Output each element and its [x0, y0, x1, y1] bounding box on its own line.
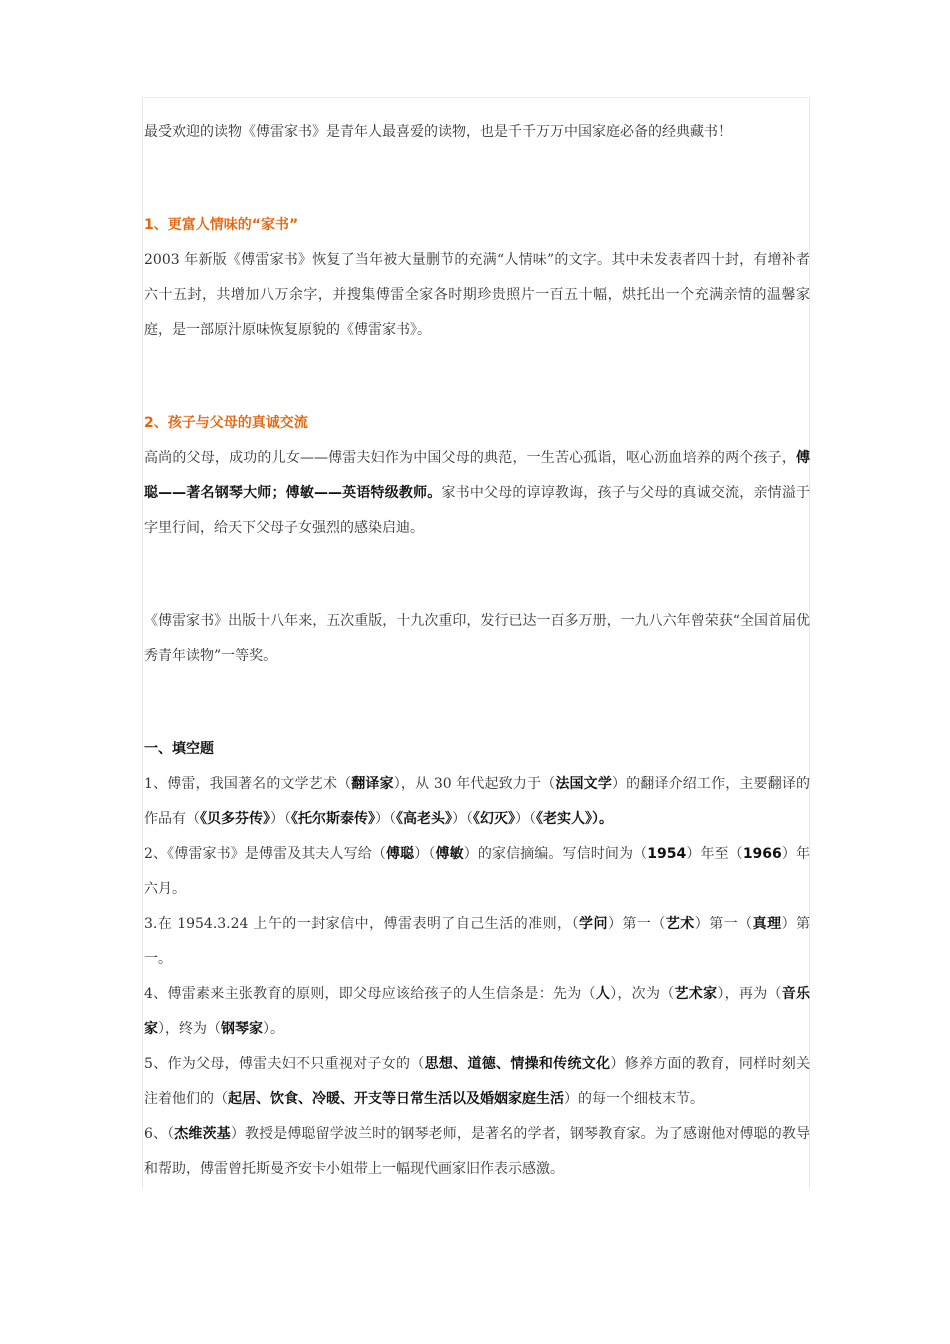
- q-text: ）。: [263, 1021, 284, 1037]
- q-answer: 傅聪: [386, 846, 415, 862]
- q-text: ），次为（: [610, 986, 675, 1002]
- q-answer: 傅敏: [435, 846, 464, 862]
- q-answer: 1966: [742, 846, 782, 862]
- section2-body: [144, 441, 810, 546]
- q-answer: 《贝多芬传》: [200, 811, 270, 827]
- q-text: 6、（: [144, 1126, 175, 1142]
- q-answer: 真理: [752, 916, 782, 932]
- quiz-question-2: [144, 837, 810, 907]
- document-body: [144, 115, 810, 1187]
- section1-body: 2003 年新版《傅雷家书》恢复了当年被大量删节的充满“人情味”的文字。其中未发表者四十封，有增补者六十五封，共增加八万余字，并搜集傅雷全家各时期珍贵照片一百五十幅，烘托出一个充满亲情的温馨家庭，是一部原汁原味恢复原貌的《傅雷家书》。: [144, 252, 810, 338]
- q-text: ）的每一个细枝末节。: [564, 1091, 704, 1107]
- q-text: ）（: [515, 811, 536, 827]
- section2-body-text: 高尚的父母，成功的儿女——傅雷夫妇作为中国父母的典范，一生苦心孤诣，呕心沥血培养的两个孩子，: [144, 450, 796, 466]
- quiz-question-6: [144, 1117, 810, 1187]
- quiz-question-3: [144, 907, 810, 977]
- section2-body-bold: 傅聪——著名钢琴大师；傅敏——英语特级教师。: [144, 450, 810, 501]
- q-answer: 人: [595, 986, 611, 1002]
- q-text: ）（: [375, 811, 396, 827]
- q-answer: 音乐家: [144, 986, 811, 1037]
- q-text: ）第一（: [607, 916, 666, 932]
- q-text: ）第一。: [144, 916, 811, 967]
- q-text: ）年六月。: [144, 846, 811, 897]
- q-text: ）修养方面的教育，同样时刻关注着他们的（: [144, 1056, 811, 1107]
- q-answer: 杰维茨基: [174, 1126, 231, 1142]
- q-answer: 法国文学: [555, 776, 612, 792]
- section2-heading: 2、孩子与父母的真诚交流: [144, 415, 308, 431]
- q-text: ）（: [452, 811, 473, 827]
- q-text: ）。: [592, 811, 613, 827]
- q-text: ）第一（: [694, 916, 753, 932]
- q-answer: 《托尔斯泰传》: [291, 811, 375, 827]
- publication-paragraph: 《傅雷家书》出版十八年来，五次重版，十九次重印，发行已达一百多万册，一九八六年曾荣获“全国首届优秀青年读物”一等奖。: [144, 613, 810, 664]
- q-answer: 钢琴家: [221, 1021, 263, 1037]
- q-answer: 《幻灭》: [473, 811, 515, 827]
- q-text: 1、傅雷，我国著名的文学艺术（: [144, 776, 352, 792]
- q-text: ），再为（: [717, 986, 782, 1002]
- q-answer: 起居、饮食、冷暖、开支等日常生活以及婚姻家庭生活: [228, 1091, 564, 1107]
- quiz-question-5: [144, 1047, 810, 1117]
- q-text: ），从 30 年代起致力于（: [393, 776, 556, 792]
- q-text: ）年至（: [686, 846, 743, 862]
- q-text: 5、作为父母，傅雷夫妇不只重视对子女的（: [144, 1056, 425, 1072]
- q-answer: 1954: [647, 846, 687, 862]
- quiz-title: 一、填空题: [144, 741, 214, 757]
- q-text: 2、《傅雷家书》是傅雷及其夫人写给（: [144, 846, 387, 862]
- q-text: 4、傅雷素来主张教育的原则，即父母应该给孩子的人生信条是：先为（: [144, 986, 596, 1002]
- q-text: 3.在 1954.3.24 上午的一封家信中，傅雷表明了自己生活的准则，（: [144, 916, 580, 932]
- q-answer: 艺术: [665, 916, 695, 932]
- q-answer: 《高老头》: [396, 811, 452, 827]
- q-text: ），终为（: [158, 1021, 221, 1037]
- q-answer: 《老实人》: [536, 811, 592, 827]
- q-text: ）的翻译介绍工作，主要翻译的作品有（: [144, 776, 811, 827]
- section1-heading: 1、更富人情味的“家书”: [144, 217, 299, 233]
- q-text: ）（: [270, 811, 291, 827]
- q-text: ）（: [414, 846, 436, 862]
- q-answer: 艺术家: [674, 986, 718, 1002]
- q-answer: 学问: [579, 916, 608, 932]
- q-text: ）教授是傅聪留学波兰时的钢琴老师，是著名的学者，钢琴教育家。为了感谢他对傅聪的教导和帮助，傅雷曾托斯曼齐安卡小姐带上一幅现代画家旧作表示感激。: [144, 1126, 810, 1177]
- q-text: ）的家信摘编。写信时间为（: [463, 846, 648, 862]
- intro-paragraph: 最受欢迎的读物《傅雷家书》是青年人最喜爱的读物，也是千千万万中国家庭必备的经典藏书！: [144, 124, 732, 140]
- quiz-question-4: [144, 977, 810, 1047]
- section2-body-text: 家书中父母的谆谆教诲，孩子与父母的真诚交流，亲情溢于字里行间，给天下父母子女强烈的感染启迪。: [144, 485, 811, 536]
- q-answer: 思想、道德、情操和传统文化: [424, 1056, 611, 1072]
- quiz-question-1: [144, 767, 810, 837]
- q-answer: 翻译家: [351, 776, 394, 792]
